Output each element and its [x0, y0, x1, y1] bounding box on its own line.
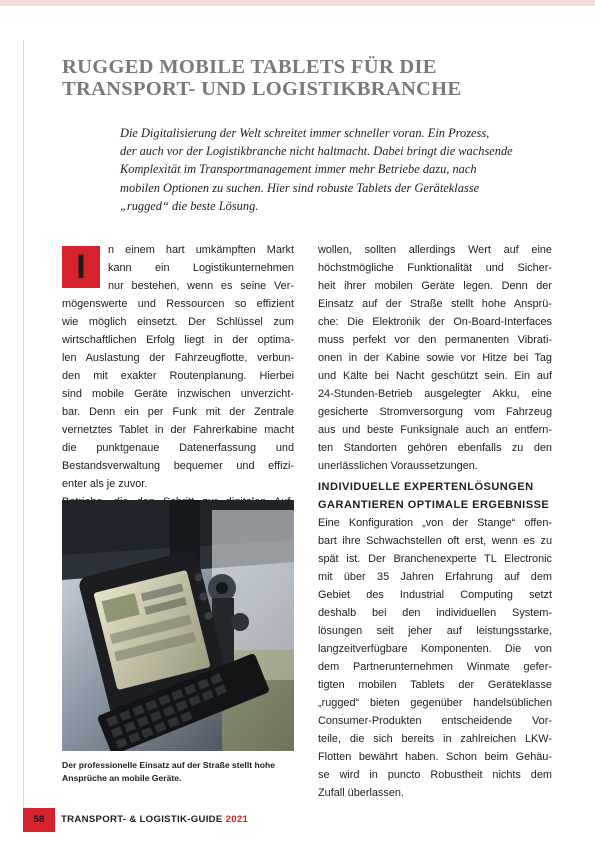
- body-line: und Kälte bei Nacht geschützt sein. Ein auf: [318, 370, 552, 383]
- body-line: Bestandsverwaltung bequemer und effizi-: [62, 460, 294, 473]
- body-line: die punktgenaue Datenerfassung und: [62, 442, 294, 455]
- footer-publication: [61, 808, 248, 832]
- margin-rule: [23, 40, 24, 820]
- caption-line: Der professionelle Einsatz auf der Straße stellt hohe: [62, 760, 275, 770]
- caption-line: Ansprüche an mobile Geräte.: [62, 772, 182, 783]
- body-line: 24-Stunden-Betrieb ausgelegter Akku, eine: [318, 388, 552, 401]
- subheading-line: INDIVIDUELLE EXPERTENLÖSUNGEN: [318, 481, 534, 493]
- intro-line: Die Digitalisierung der Welt schreitet immer schneller voran. Ein Prozess,: [120, 126, 490, 140]
- body-line: den mit exakter Routenplanung. Hierbei: [62, 370, 294, 383]
- photo-caption: [62, 759, 302, 784]
- body-line: deshalb bei den individuellen System-: [318, 607, 552, 620]
- intro-paragraph: [120, 124, 560, 215]
- body-column-right-top: [318, 241, 552, 475]
- body-line: wollen, sollten allerdings Wert auf eine: [318, 244, 552, 256]
- drop-cap: I: [62, 246, 100, 288]
- body-line: lösungen seit jeher auf leistungsstarke,: [318, 625, 552, 638]
- title-line: RUGGED MOBILE TABLETS FÜR DIE: [62, 56, 437, 78]
- body-line: che: Die Elektronik der On-Board-Interfaces: [318, 316, 552, 329]
- body-line: „rugged“ bieten gegenüber handelsüblichen: [318, 697, 552, 710]
- body-column-right-bottom: [318, 514, 552, 802]
- body-line: mögenswerte und Ressourcen so effizient: [62, 298, 294, 311]
- body-line: sind mobile Geräte inzwischen unverzicht-: [62, 388, 294, 401]
- footer-year: 2021: [225, 814, 249, 825]
- article-title: [62, 56, 582, 100]
- body-line: Einsatz auf der Straße stellt hohe Ansprü-: [318, 298, 552, 311]
- subheading-line: GARANTIEREN OPTIMALE ERGEBNISSE: [318, 498, 550, 511]
- body-line: aus und beste Funksignale auch an entfern-: [318, 424, 552, 437]
- page-number: 58: [23, 808, 55, 832]
- body-line: Gebiet des Industrial Computing setzt: [318, 589, 552, 602]
- section-subheading: [318, 479, 558, 514]
- body-line: onen in der Kabine sowie vor Hitze bei Tag: [318, 352, 552, 365]
- body-line: heit ihrer mobilen Geräte legen. Denn der: [318, 280, 552, 293]
- intro-line: mobilen Optionen zu suchen. Hier sind robuste Tablets der Geräteklasse: [120, 180, 480, 195]
- body-line: spät ist. Der Branchenexperte TL Electronic: [318, 553, 552, 566]
- body-line: se wird in puncto Robustheit nichts dem: [318, 769, 552, 782]
- intro-line: „rugged“ die beste Lösung.: [120, 198, 259, 213]
- top-color-bar: [0, 0, 595, 6]
- body-line: kann ein Logistikunternehmen: [108, 262, 294, 275]
- article-photo: [62, 500, 294, 751]
- body-line: n einem hart umkämpften Markt: [108, 244, 294, 256]
- body-line: muss perfekt vor den permanenten Vibrati-: [318, 334, 552, 347]
- body-line: bart ihre Schwachstellen oft erst, wenn es zu: [318, 535, 552, 548]
- intro-line: Komplexität im Transportmanagement immer mehr Betriebe dazu, nach: [120, 162, 477, 177]
- body-line: höchstmögliche Funktionalität und Sicher-: [318, 262, 552, 275]
- body-line: ten Standorten gehören ebenfalls zu den: [318, 442, 552, 455]
- body-line: nur bestehen, wenn es seine Ver-: [108, 280, 294, 293]
- body-line: unerlässlichen Voraussetzungen.: [318, 460, 478, 473]
- body-column-left: [62, 241, 294, 529]
- intro-line: der auch vor der Logistikbranche nicht haltmacht. Dabei bringt die wachsende: [120, 144, 513, 159]
- body-line: mit über 35 Jahren Erfahrung auf dem: [318, 571, 552, 584]
- footer-guide-title: TRANSPORT- & LOGISTIK-GUIDE: [61, 814, 223, 825]
- body-line: gesicherte Stromversorgung vom Fahrzeug: [318, 406, 552, 419]
- body-line: Eine Konfiguration „von der Stange“ offen-: [318, 517, 552, 529]
- body-line: wie möglich einsetzt. Der Schlüssel zum: [62, 316, 294, 329]
- body-line: Consumer-Produkten entscheidende Vor-: [318, 715, 552, 728]
- body-line: Flotten bewährt haben. Schon beim Gehäu-: [318, 751, 552, 764]
- body-line: Zufall überlassen.: [318, 787, 404, 800]
- body-line: enter als je zuvor.: [62, 478, 148, 491]
- body-line: tigten mobilen Tablets der Geräteklasse: [318, 679, 552, 692]
- body-line: bar. Denn ein per Funk mit der Zentrale: [62, 406, 294, 419]
- body-line: wirtschaftlichen Erfolg liegt in der optima-: [62, 334, 294, 347]
- body-line: teile, die sich bereits in zahlreichen LKW-: [318, 733, 552, 746]
- body-line: vernetztes Tablet in der Fahrerkabine macht: [62, 424, 294, 437]
- title-line: TRANSPORT- UND LOGISTIKBRANCHE: [62, 78, 462, 100]
- body-line: langzeitverfügbare Komponenten. Die von: [318, 643, 552, 656]
- truck-tablet-illustration: [62, 500, 294, 751]
- body-line: len Auslastung der Fahrzeugflotte, verbun-: [62, 352, 294, 365]
- body-line: dem Partnerunternehmen Winmate gefer-: [318, 661, 552, 674]
